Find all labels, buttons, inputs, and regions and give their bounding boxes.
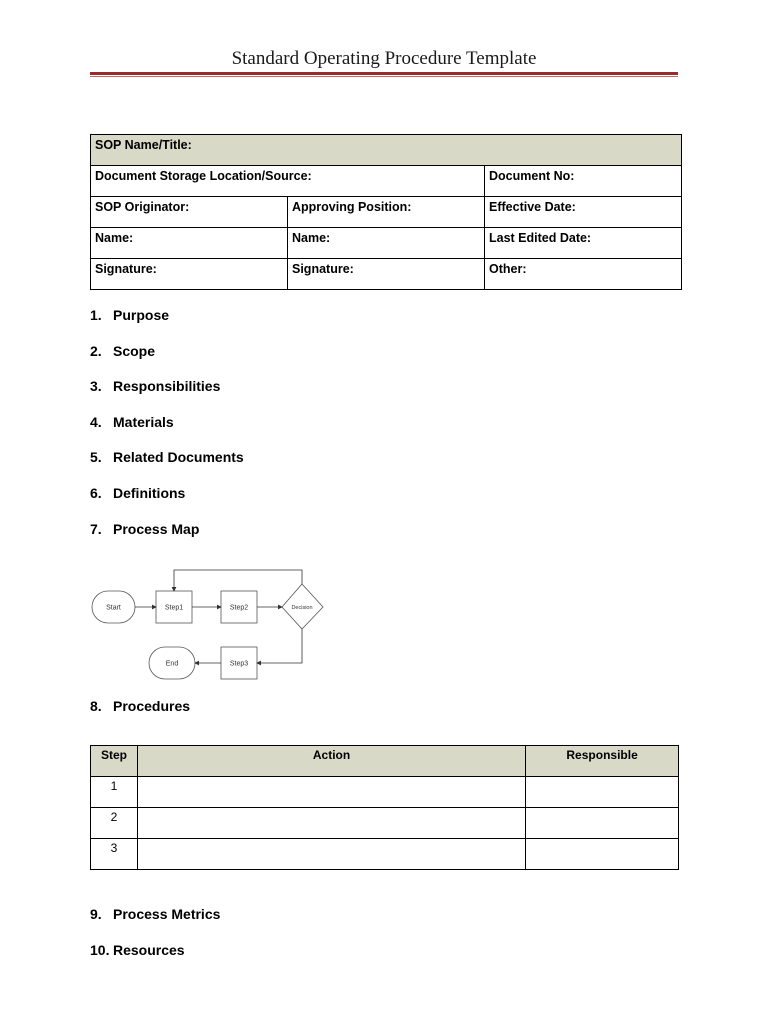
arrow-decision-loop <box>174 570 302 591</box>
table-row <box>91 808 679 839</box>
last-edited-date-cell[interactable]: Last Edited Date: <box>485 228 682 259</box>
section-label: Purpose <box>113 307 170 323</box>
responsible-cell[interactable] <box>526 777 679 808</box>
end-label: End <box>165 660 179 668</box>
document-no-cell[interactable]: Document No: <box>485 166 682 197</box>
section-number: 10. <box>90 942 110 958</box>
section-number: 1. <box>90 307 102 323</box>
approver-name-cell[interactable]: Name: <box>288 228 485 259</box>
section-resources <box>90 942 185 958</box>
section-scope <box>90 343 155 359</box>
section-label: Related Documents <box>113 449 244 465</box>
approving-position-cell[interactable]: Approving Position: <box>288 197 485 228</box>
section-responsibilities <box>90 378 220 394</box>
other-cell[interactable]: Other: <box>485 259 682 290</box>
step-header: Step <box>91 746 138 777</box>
section-purpose <box>90 307 169 323</box>
step-cell: 3 <box>91 839 138 870</box>
action-cell[interactable] <box>137 808 525 839</box>
section-number: 3. <box>90 378 102 394</box>
section-label: Definitions <box>113 485 186 501</box>
section-label: Process Metrics <box>113 906 221 922</box>
section-label: Materials <box>113 414 174 430</box>
section-label: Scope <box>113 343 156 359</box>
step3-label: Step3 <box>229 660 249 668</box>
step2-label: Step2 <box>229 604 249 612</box>
originator-cell[interactable]: SOP Originator: <box>91 197 288 228</box>
process-map-flowchart <box>88 562 328 684</box>
section-label: Process Map <box>113 521 200 537</box>
section-number: 5. <box>90 449 102 465</box>
sop-name-cell[interactable]: SOP Name/Title: <box>91 135 682 166</box>
storage-location-cell[interactable]: Document Storage Location/Source: <box>91 166 485 197</box>
action-cell[interactable] <box>137 777 525 808</box>
arrow-decision-step3 <box>257 629 302 663</box>
table-row <box>91 839 679 870</box>
title-rule <box>90 72 678 75</box>
step-cell: 2 <box>91 808 138 839</box>
decision-label: Decision <box>291 605 313 611</box>
section-label: Resources <box>113 942 185 958</box>
action-cell[interactable] <box>137 839 525 870</box>
section-materials <box>90 414 174 430</box>
sop-info-table <box>90 134 682 290</box>
section-number: 6. <box>90 485 102 501</box>
originator-name-cell[interactable]: Name: <box>91 228 288 259</box>
section-number: 7. <box>90 521 102 537</box>
originator-signature-cell[interactable]: Signature: <box>91 259 288 290</box>
section-definitions <box>90 485 185 501</box>
section-related-documents <box>90 449 244 465</box>
section-number: 8. <box>90 698 102 714</box>
step-cell: 1 <box>91 777 138 808</box>
section-label: Responsibilities <box>113 378 221 394</box>
step1-label: Step1 <box>164 604 184 612</box>
responsible-cell[interactable] <box>526 808 679 839</box>
section-process-map <box>90 521 199 537</box>
section-procedures <box>90 698 190 714</box>
section-number: 9. <box>90 906 102 922</box>
title-rule-thin <box>90 76 678 77</box>
section-number: 4. <box>90 414 102 430</box>
section-label: Procedures <box>113 698 191 714</box>
responsible-cell[interactable] <box>526 839 679 870</box>
responsible-header: Responsible <box>526 746 679 777</box>
procedures-table <box>90 745 679 870</box>
section-number: 2. <box>90 343 102 359</box>
start-label: Start <box>106 604 121 612</box>
table-row <box>91 777 679 808</box>
document-title: Standard Operating Procedure Template <box>231 48 537 69</box>
action-header: Action <box>137 746 525 777</box>
effective-date-cell[interactable]: Effective Date: <box>485 197 682 228</box>
approver-signature-cell[interactable]: Signature: <box>288 259 485 290</box>
section-process-metrics <box>90 906 220 922</box>
